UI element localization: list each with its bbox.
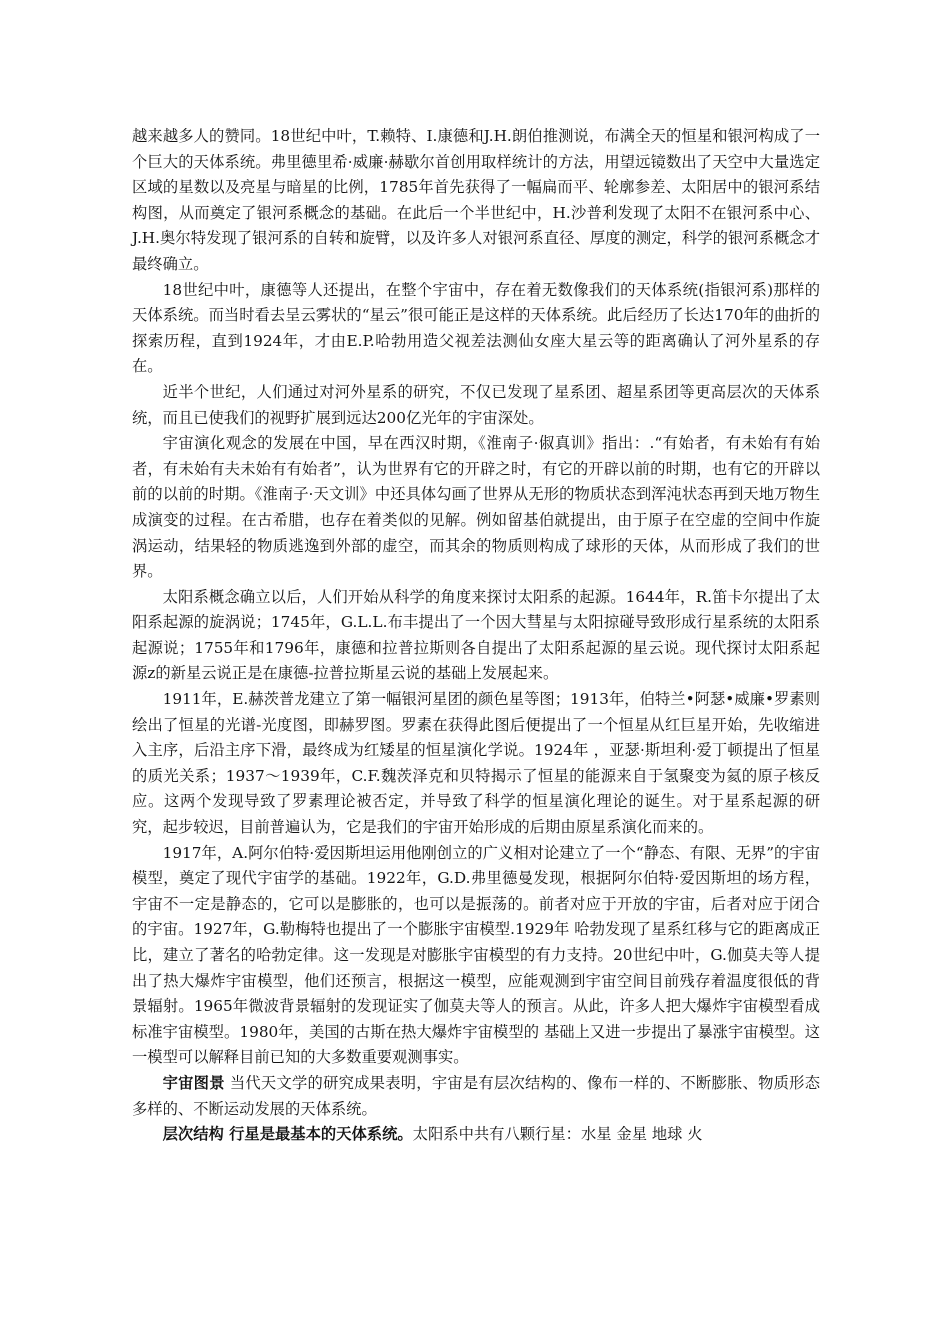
paragraph-text: 太阳系中共有八颗行星：水星 金星 地球 火	[412, 1125, 703, 1144]
paragraph-text: 越来越多人的赞同。18世纪中叶，T.赖特、I.康德和J.H.朗伯推测说，布满全天的恒星和银河构成了一个巨大的天体系统。弗里德里希·威廉·赫歇尔首创用取样统计的方法，用望远镜数出了天空中大量选定区域的星数以及亮星与暗星的比例，1785年首先获得了一幅扁而平、轮廓参差、太阳居中的银河系结构图，从而奠定了银河系概念的基础。在此后一个半世纪中，H.沙普利发现了太阳不在银河系中心、J.H.奥尔特发现了银河系的自转和旋臂，以及许多人对银河系直径、厚度的测定，科学的银河系概念才最终确立。	[132, 127, 820, 273]
paragraph-half-century	[132, 380, 820, 431]
section-heading: 层次结构 行星是最基本的天体系统。	[162, 1125, 413, 1144]
paragraph-text: 宇宙演化观念的发展在中国，早在西汉时期，《淮南子·俶真训》指出：.“有始者，有未始有有始者，有未始有夫未始有有始者”，认为世界有它的开辟之时，有它的开辟以前的时期，也有它的开辟以前的以前的时期。《淮南子·天文训》中还具体勾画了世界从无形的物质状态到浑沌状态再到天地万物生成演变的过程。在古希腊，也存在着类似的见解。例如留基伯就提出，由于原子在空虚的空间中作旋涡运动，结果轻的物质逃逸到外部的虚空，而其余的物质则构成了球形的天体，从而形成了我们的世界。	[132, 434, 820, 581]
paragraph-text: 近半个世纪，人们通过对河外星系的研究，不仅已发现了星系团、超星系团等更高层次的天体系统，而且已使我们的视野扩展到远达200亿光年的宇宙深处。	[132, 382, 820, 427]
paragraph-cosmology-models	[132, 841, 820, 1071]
paragraph-text: 1917年，A.阿尔伯特·爱因斯坦运用他刚创立的广义相对论建立了一个“静态、有限、无界”的宇宙模型，奠定了现代宇宙学的基础。1922年，G.D.弗里德曼发现，根据阿尔伯特·爱因斯坦的场方程，宇宙不一定是静态的，它可以是膨胀的，也可以是振荡的。前者对应于开放的宇宙，后者对应于闭合的宇宙。1927年，G.勒梅特也提出了一个膨胀宇宙模型.1929年 哈勃发现了星系红移与它的距离成正比，建立了著名的哈勃定律。这一发现是对膨胀宇宙模型的有力支持。20世纪中叶，G.伽莫夫等人提出了热大爆炸宇宙模型，他们还预言，根据这一模型，应能观测到宇宙空间目前残存着温度很低的背景辐射。1965年微波背景辐射的发现证实了伽莫夫等人的预言。从此，许多人把大爆炸宇宙模型看成标准宇宙模型。1980年，美国的古斯在热大爆炸宇宙模型的 基础上又进一步提出了暴涨宇宙模型。这一模型可以解释目前已知的大多数重要观测事实。	[132, 843, 820, 1067]
paragraph-text: 18世纪中叶，康德等人还提出，在整个宇宙中，存在着无数像我们的天体系统(指银河系)那样的天体系统。而当时看去呈云雾状的“星云”很可能正是这样的天体系统。此后经历了长达170年的曲折的探索历程，直到1924年，才由E.P.哈勃用造父视差法测仙女座大星云等的距离确认了河外星系的存在。	[132, 280, 820, 376]
paragraph-evolution-china	[132, 431, 820, 585]
paragraph-solar-system-origin	[132, 585, 820, 687]
document-body	[132, 124, 820, 1148]
paragraph-extragalactic	[132, 278, 820, 380]
section-heading: 宇宙图景	[162, 1073, 225, 1092]
paragraph-text: 太阳系概念确立以后，人们开始从科学的角度来探讨太阳系的起源。1644年，R.笛卡尔提出了太阳系起源的旋涡说；1745年，G.L.L.布丰提出了一个因大彗星与太阳掠碰导致形成行星系统的太阳系起源说；1755年和1796年，康德和拉普拉斯则各自提出了太阳系起源的星云说。现代探讨太阳系起源z的新星云说正是在康德-拉普拉斯星云说的基础上发展起来。	[132, 587, 820, 683]
paragraph-text: 1911年，E.赫茨普龙建立了第一幅银河星团的颜色星等图；1913年，伯特兰•阿瑟•威廉•罗素则绘出了恒星的光谱-光度图，即赫罗图。罗素在获得此图后便提出了一个恒星从红巨星开始，先收缩进入主序，后沿主序下滑，最终成为红矮星的恒星演化学说。1924年 ，亚瑟·斯坦利·爱丁顿提出了恒星的质光关系；1937～1939年，C.F.魏茨泽克和贝特揭示了恒星的能源来自于氢聚变为氦的原子核反应。这两个发现导致了罗素理论被否定，并导致了科学的恒星演化理论的诞生。对于星系起源的研究，起步较迟，目前普遍认为，它是我们的宇宙开始形成的后期由原星系演化而来的。	[132, 690, 820, 837]
paragraph-stellar-evolution	[132, 687, 820, 841]
paragraph-universe-picture	[132, 1071, 820, 1122]
paragraph-hierarchy	[132, 1122, 820, 1148]
paragraph-galaxy-concept	[132, 124, 820, 278]
paragraph-text: 当代天文学的研究成果表明，宇宙是有层次结构的、像布一样的、不断膨胀、物质形态多样的、不断运动发展的天体系统。	[132, 1073, 820, 1118]
